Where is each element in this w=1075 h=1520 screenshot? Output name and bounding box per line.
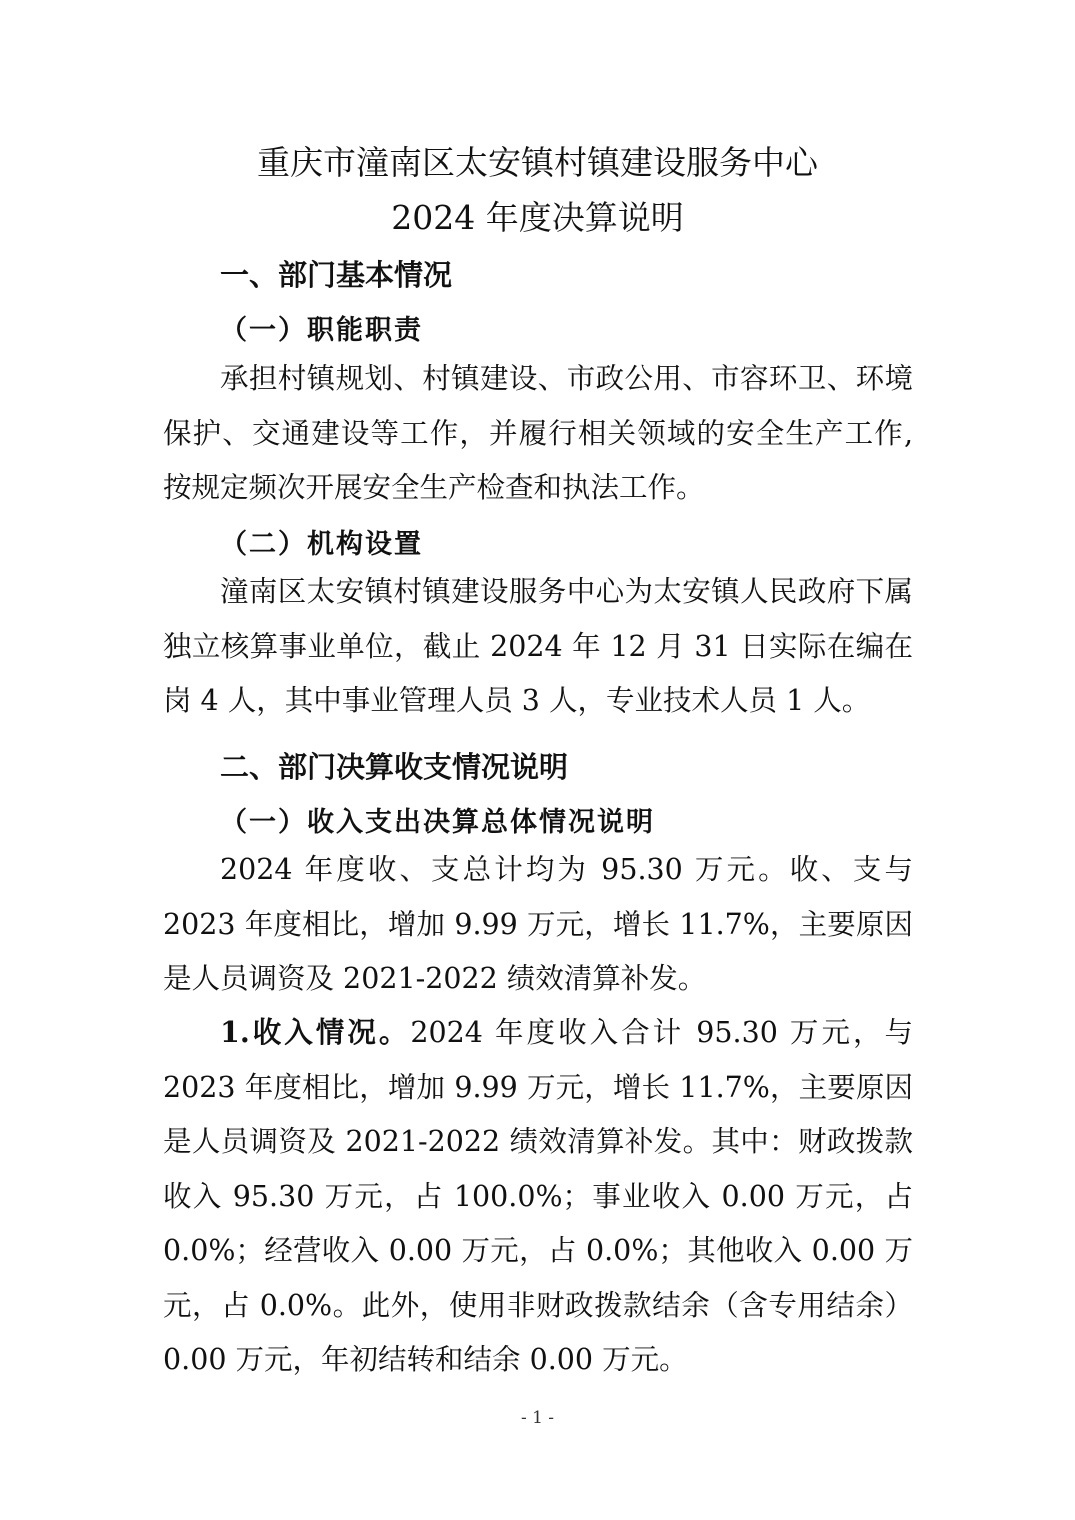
- income-label: 1.收入情况。: [220, 1015, 411, 1049]
- page-number: - 1 -: [520, 1408, 555, 1428]
- document-title-line1: 重庆市潼南区太安镇村镇建设服务中心: [257, 143, 818, 182]
- income-paragraph: [163, 1005, 913, 1388]
- section1-sub2-text: 潼南区太安镇村镇建设服务中心为太安镇人民政府下属独立核算事业单位，截止 2024 年 12 月 31 日实际在编在岗 4 人，其中事业管理人员 3 人，专业技术人员 1 人。: [163, 575, 913, 717]
- section1-sub1-heading: （一）职能职责: [220, 315, 423, 346]
- section1-sub1-text: 承担村镇规划、村镇建设、市政公用、市容环卫、环境保护、交通建设等工作，并履行相关领域的安全生产工作,按规定频次开展安全生产检查和执法工作。: [163, 362, 913, 504]
- section1-sub2-heading: （二）机构设置: [220, 529, 423, 560]
- section2-sub1-text: 2024 年度收、支总计均为 95.30 万元。收、支与 2023 年度相比，增加 9.99 万元，增长 11.7%，主要原因是人员调资及 2021-2022 绩效清算补发。: [163, 853, 913, 995]
- section2-heading: 二、部门决算收支情况说明: [220, 750, 569, 784]
- document-title-line2: 2024 年度决算说明: [391, 198, 684, 237]
- income-text: 2024 年度收入合计 95.30 万元，与 2023 年度相比，增加 9.99 万元，增长 11.7%，主要原因是人员调资及 2021-2022 绩效清算补发。其中：财政拨款收入 95.30 万元，占 100.0%；事业收入 0.00 万元，占 0.0%；经营收入 0.00 万元，占 0.0%；其他收入 0.00 万元，占 0.0%。此外，使用非财政拨款结余（含专用结余）0.00 万元，年初结转和结余 0.00 万元。: [163, 1016, 913, 1376]
- section2-sub1-heading: （一）收入支出决算总体情况说明: [220, 807, 655, 838]
- section1-heading: 一、部门基本情况: [220, 258, 453, 292]
